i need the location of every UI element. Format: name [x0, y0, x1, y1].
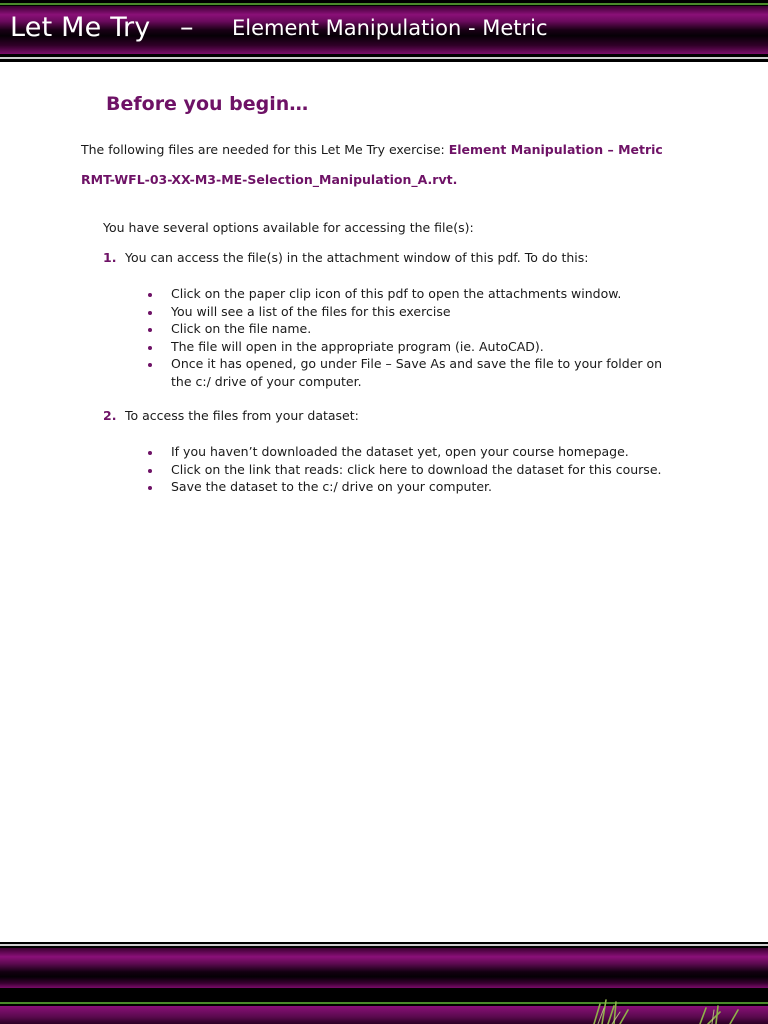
header-bottom-line — [0, 57, 768, 59]
list-item: Click on the paper clip icon of this pdf to open the attachments window. — [146, 285, 681, 303]
header-banner — [0, 0, 768, 62]
intro-text: The following files are needed for this Let Me Try exercise: — [81, 142, 449, 157]
list-item: Click on the file name. — [146, 320, 681, 338]
intro-exercise-name: Element Manipulation – Metric — [448, 142, 663, 157]
section-heading: Before you begin… — [106, 93, 309, 115]
list-item: Save the dataset to the c:/ drive on your computer. — [146, 478, 681, 496]
step-1-number: 1. — [103, 250, 117, 265]
footer-grass-decoration-icon — [580, 998, 760, 1024]
header-subtitle: Element Manipulation - Metric — [232, 16, 548, 40]
footer-top-line — [0, 944, 768, 946]
step-2-bullet-list — [146, 443, 681, 496]
step-2 — [103, 408, 359, 423]
list-item: You will see a list of the files for this exercise — [146, 303, 681, 321]
footer-gradient-band — [0, 948, 768, 988]
header-top-line — [0, 3, 768, 5]
header-title: Let Me Try — [10, 12, 151, 43]
header-dash: – — [180, 12, 194, 43]
step-1 — [103, 250, 588, 265]
step-1-bullet-list — [146, 285, 681, 390]
list-item: If you haven’t downloaded the dataset yet, open your course homepage. — [146, 443, 681, 461]
list-item: Click on the link that reads: click here to download the dataset for this course. — [146, 461, 681, 479]
options-lead: You have several options available for accessing the file(s): — [103, 220, 474, 235]
step-2-text: To access the files from your dataset: — [125, 408, 359, 423]
rvt-filename: RMT-WFL-03-XX-M3-ME-Selection_Manipulation_A.rvt. — [81, 172, 458, 187]
step-1-text: You can access the file(s) in the attachment window of this pdf. To do this: — [125, 250, 589, 265]
list-item: Once it has opened, go under File – Save As and save the file to your folder on the c:/ drive of your computer. — [146, 355, 681, 390]
intro-paragraph — [81, 142, 663, 157]
list-item: The file will open in the appropriate program (ie. AutoCAD). — [146, 338, 681, 356]
step-2-number: 2. — [103, 408, 117, 423]
